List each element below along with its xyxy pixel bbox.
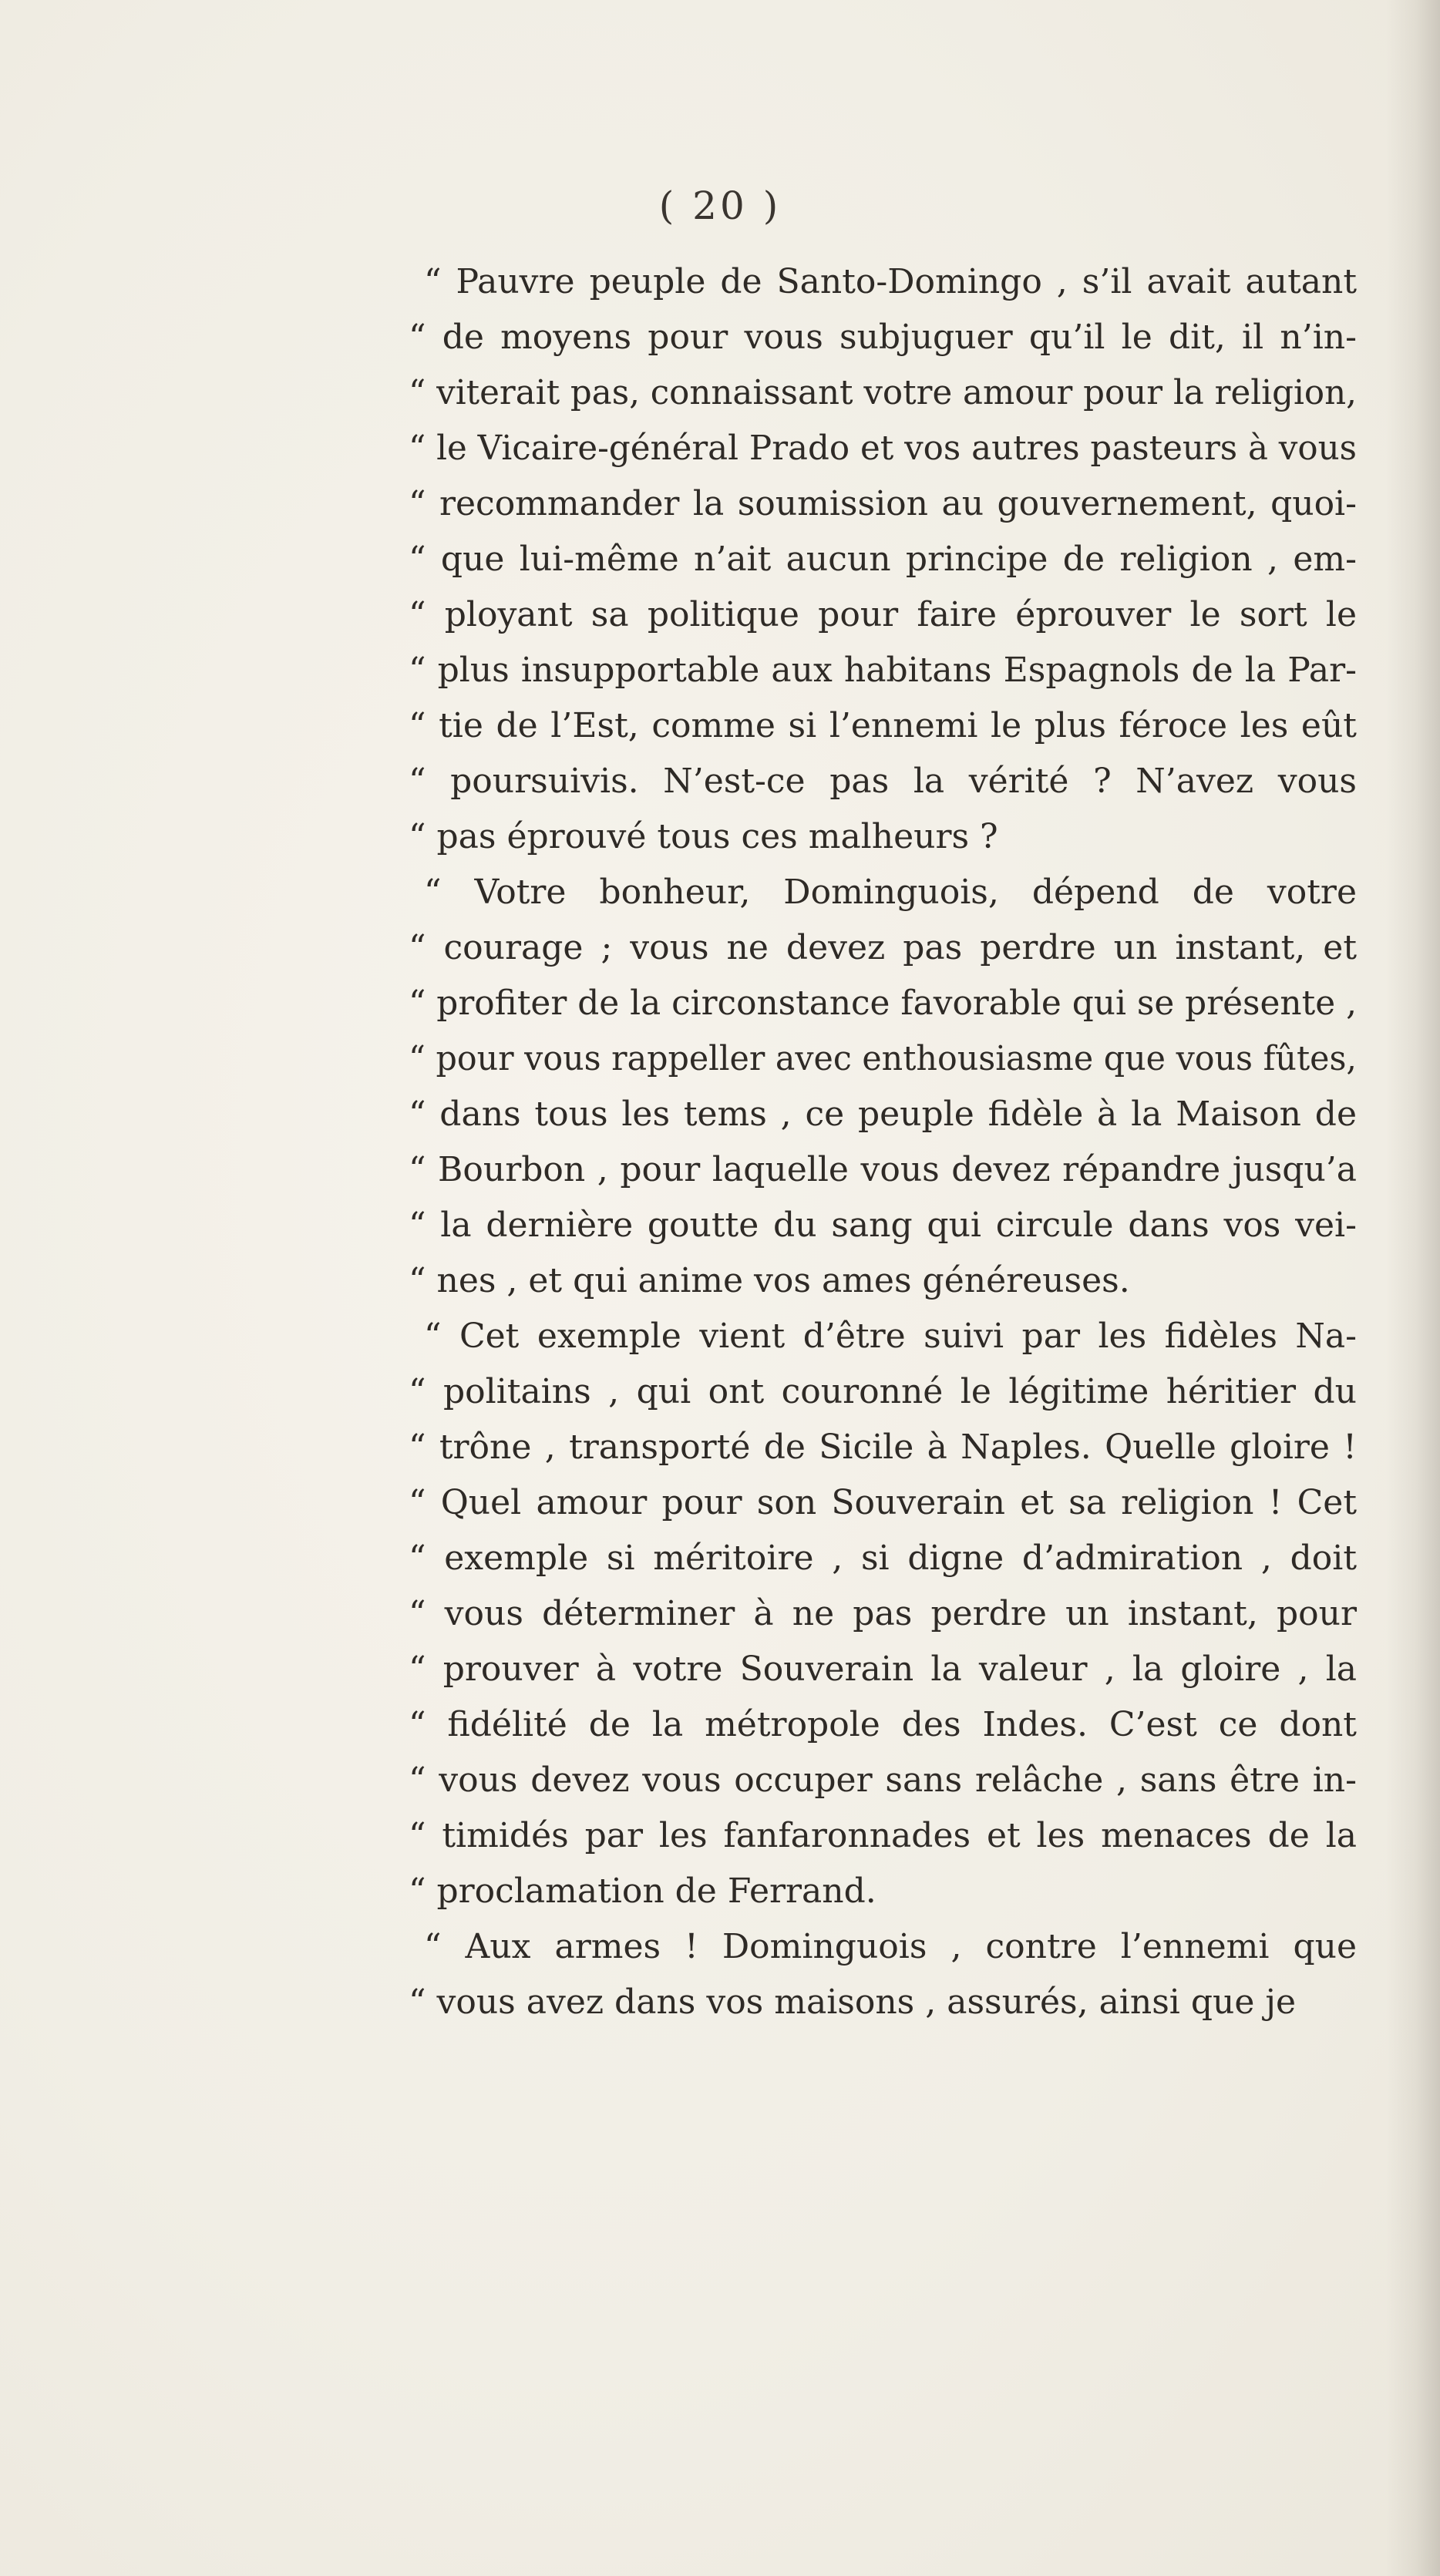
text-line: “ politains , qui ont couronné le légitime héritier du <box>409 1372 1357 1411</box>
text-line: “ Cet exemple vient d’être suivi par les fidèles Na- <box>424 1317 1357 1356</box>
text-line: “ Votre bonheur, Dominguois, dépend de votre <box>424 873 1357 912</box>
page-number: ( 20 ) <box>658 183 782 228</box>
text-line: “ trône , transporté de Sicile à Naples. Quelle gloire ! <box>409 1428 1357 1467</box>
text-line: “ vous devez vous occuper sans relâche , sans être in- <box>409 1760 1357 1800</box>
text-line: “ Bourbon , pour laquelle vous devez répandre jusqu’a <box>409 1150 1357 1189</box>
text-line: “ timidés par les fanfaronnades et les menaces de la <box>409 1816 1357 1855</box>
text-line: “ courage ; vous ne devez pas perdre un instant, et <box>409 928 1357 967</box>
text-line: “ pas éprouvé tous ces malheurs ? <box>409 817 998 856</box>
text-line: “ de moyens pour vous subjuguer qu’il le dit, il n’in- <box>409 318 1357 357</box>
text-line: “ tie de l’Est, comme si l’ennemi le plus féroce les eût <box>409 706 1357 745</box>
text-line: “ poursuivis. N’est-ce pas la vérité ? N’avez vous <box>409 762 1357 801</box>
body-text <box>409 254 1395 2030</box>
text-line: “ la dernière goutte du sang qui circule dans vos vei- <box>409 1206 1357 1245</box>
text-line: “ Quel amour pour son Souverain et sa religion ! Cet <box>409 1483 1357 1522</box>
text-line: “ Pauvre peuple de Santo-Domingo , s’il avait autant <box>424 262 1357 301</box>
text-line: “ exemple si méritoire , si digne d’admiration , doit <box>409 1539 1357 1578</box>
text-line: “ viterait pas, connaissant votre amour pour la religion, <box>409 373 1357 412</box>
text-line: “ nes , et qui anime vos ames généreuses. <box>409 1261 1130 1300</box>
text-line: “ vous avez dans vos maisons , assurés, ainsi que je <box>409 1982 1297 2022</box>
text-line: “ prouver à votre Souverain la valeur , la gloire , la <box>409 1650 1357 1689</box>
text-line: “ Aux armes ! Dominguois , contre l’ennemi que <box>424 1927 1357 1966</box>
text-line: “ pour vous rappeller avec enthousiasme que vous fûtes, <box>409 1039 1357 1078</box>
text-line: “ proclamation de Ferrand. <box>409 1871 876 1911</box>
text-line: “ ployant sa politique pour faire éprouver le sort le <box>409 595 1357 634</box>
text-line: “ plus insupportable aux habitans Espagnols de la Par- <box>409 651 1357 690</box>
text-line: “ fidélité de la métropole des Indes. C’est ce dont <box>409 1705 1357 1744</box>
text-line: “ recommander la soumission au gouvernement, quoi- <box>409 484 1357 523</box>
text-line: “ que lui-même n’ait aucun principe de religion , em- <box>409 540 1357 579</box>
text-line: “ le Vicaire-général Prado et vos autres pasteurs à vous <box>409 429 1357 468</box>
text-line: “ profiter de la circonstance favorable qui se présente , <box>409 984 1357 1023</box>
text-line: “ dans tous les tems , ce peuple fidèle à la Maison de <box>409 1095 1357 1134</box>
text-line: “ vous déterminer à ne pas perdre un instant, pour <box>409 1594 1357 1633</box>
